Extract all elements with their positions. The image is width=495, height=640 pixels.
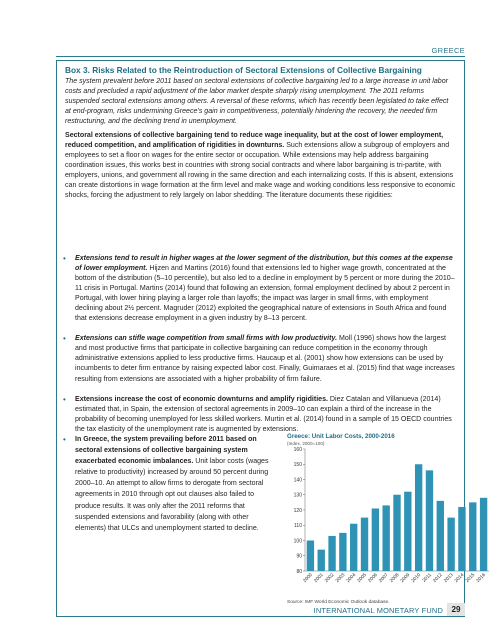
y-tick-label: 130 <box>293 492 302 499</box>
chart-bar <box>318 550 325 571</box>
box-title: Box 3. Risks Related to the Reintroduction of Sectoral Extensions of Collective Bargaining <box>65 65 422 75</box>
x-tick-label: 2008 <box>389 572 401 584</box>
box-3 <box>56 60 488 617</box>
x-tick-label: 2005 <box>356 572 368 584</box>
y-tick-label: 150 <box>293 462 302 469</box>
box-paragraph-1 <box>65 131 456 201</box>
bullet-text: Diez Catalan and Villanueva (2014) estimated that, in Spain, the extension of sectoral agreements in 2009–10 can explain a third of the increase in the probability of becoming unemployed for less skilled workers. Murtin et al. (2014) found in a sample of 15 OECD countries the tax elasticity of the unemployment rate is augmented by extensions. <box>75 395 452 433</box>
bullet-text: Unit labor costs (wages relative to productivity) increased by around 50 percent during 2000–10. An attempt to allow firms to derogate from sectoral agreements in 2010 through opt out clauses also failed to produce results. It was only after the 2011 reforms that suspended extensions and favorability (along with other elements) that ULCs and unemployment started to decline. <box>75 458 269 532</box>
x-tick-label: 2011 <box>422 572 433 584</box>
x-tick-label: 2000 <box>302 572 314 584</box>
chart-bar <box>469 502 476 571</box>
chart-bar <box>447 518 454 571</box>
chart-bar <box>350 524 357 571</box>
bullet-list <box>63 254 456 445</box>
chart-bar <box>458 507 465 571</box>
bullet-lead: Extensions tend to result in higher wages at the lower segment of the distribution, but this comes at the expense of lower employment. <box>75 255 453 273</box>
chart-bar <box>415 464 422 571</box>
ulc-chart <box>287 433 495 611</box>
running-header-country: GREECE <box>431 46 465 55</box>
x-tick-label: 2014 <box>454 572 466 584</box>
chart-subtitle: (Index, 2000=100) <box>287 441 325 446</box>
box-intro: The system prevalent before 2011 based on sectoral extensions of collective bargaining led to a large increase in unit labor costs and precluded a rapid adjustment of the labor market despite sharply rising unemployment. The 2011 reforms suspended sectoral extensions among others. A reversal of these reforms, which has recently been legislated to take effect at end-program, risks undermining Greece’s gain in competitiveness, potentially hindering the recovery, the needed firm restructuring, and the declining trend in unemployment. <box>65 78 449 126</box>
page-number: 29 <box>447 603 465 616</box>
y-tick-label: 110 <box>294 523 302 530</box>
y-tick-label: 90 <box>296 553 302 560</box>
bullet-dot-icon: • <box>63 435 66 444</box>
y-tick-label: 120 <box>293 507 302 514</box>
y-tick-label: 100 <box>293 538 302 545</box>
y-tick-label: 140 <box>293 477 302 484</box>
bullet-lead: In Greece, the system prevailing before 2011 based on sectoral extensions of collective bargaining system exacerbated economic imbalances. <box>75 436 257 466</box>
paragraph-1-lead: Sectoral extensions of collective bargaining tend to reduce wage inequality, but at the cost of lower employment, reduced competition, and amplification of rigidities in downturns. <box>65 132 444 150</box>
header-rule <box>56 56 465 57</box>
bullet-item <box>63 434 277 534</box>
x-tick-label: 2004 <box>346 572 358 584</box>
x-tick-label: 2009 <box>400 572 412 584</box>
bullet-text: Moll (1996) shows how the largest and most productive firms that participate in collective bargaining can reduce competition in the economy through administrative extensions applied to less productive firms. Haucaup et al. (2001) show how extensions can be used by incumbents to deter firm entrance by raising expected labor cost. Finally, Guimaraes et al. (2015) find that wage increases resulting from extensions are associated with a higher probability of firm failure. <box>75 335 455 383</box>
chart-bar <box>372 508 379 571</box>
chart-bar <box>480 498 487 571</box>
bullet-lead: Extensions increase the cost of economic downturns and amplify rigidities. <box>75 395 328 403</box>
x-tick-label: 2002 <box>324 572 336 584</box>
greece-bullet <box>63 434 277 544</box>
chart-bar <box>426 470 433 571</box>
x-tick-label: 2007 <box>378 572 390 584</box>
chart-source: Source: IMF World Economic Outlook database. <box>287 600 390 605</box>
x-tick-label: 2015 <box>465 572 477 584</box>
bullet-dot-icon: • <box>63 394 66 404</box>
bullet-item <box>63 334 456 384</box>
y-tick-label: 160 <box>293 446 302 453</box>
x-tick-label: 2001 <box>313 572 325 584</box>
bullet-dot-icon: • <box>63 334 66 344</box>
bullet-lead: Extensions can stifle wage competition from small firms with low productivity. <box>75 335 338 343</box>
bullet-item <box>63 395 456 435</box>
bullet-dot-icon: • <box>63 254 66 263</box>
chart-bar <box>328 536 335 571</box>
footer-org: INTERNATIONAL MONETARY FUND <box>313 606 443 615</box>
chart-bar <box>307 541 314 572</box>
chart-bar <box>361 518 368 571</box>
bullet-text: Hijzen and Martins (2016) found that extensions led to higher wage growth, concentrated at the bottom of the distribution (5–10 percentile), but also led to a decline in employment by 5 percent or more during the 2010–11 crisis in Portugal. Martins (2014) found that following an extension, formal employment declined by about 2 percent in Portugal, with lower hiring playing a larger role than layoffs; the impact was larger in small firms, with employment declining about 2½ percent. Magruder (2012) exploited the geographical nature of extensions in South Africa and found that extensions decrease employment in a given industry by 8–13 percent. <box>75 265 455 323</box>
paragraph-1-text: Such extensions allow a subgroup of employers and employees to set a floor on wages for the entire sector or occupation. While extensions may help address bargaining coordination issues, this works best in countries with strong social contracts and where labor bargaining is tri-partite, with employers, unions, and government all rowing in the same direction and each internalizing costs. If this is absent, extensions can create distortions in wage formation at the firm level and make wage and working conditions less responsive to economic shocks, forcing the adjustment to rely largely on labor shedding. The literature documents these rigidities: <box>65 142 456 200</box>
y-tick-label: 80 <box>296 568 302 575</box>
x-tick-label: 2012 <box>432 572 444 584</box>
chart-bar <box>382 505 389 571</box>
x-tick-label: 2013 <box>443 572 455 584</box>
chart-bar <box>339 533 346 571</box>
bullet-item <box>63 254 456 324</box>
x-tick-label: 2010 <box>410 572 423 584</box>
x-tick-label: 2003 <box>335 572 347 584</box>
chart-plot <box>287 443 495 603</box>
x-tick-label: 2006 <box>367 572 379 584</box>
chart-bar <box>404 492 411 571</box>
chart-title: Greece: Unit Labor Costs, 2000-2016 <box>287 433 395 440</box>
x-tick-label: 2016 <box>475 572 488 584</box>
chart-bar <box>437 501 444 571</box>
chart-bar <box>393 495 400 571</box>
